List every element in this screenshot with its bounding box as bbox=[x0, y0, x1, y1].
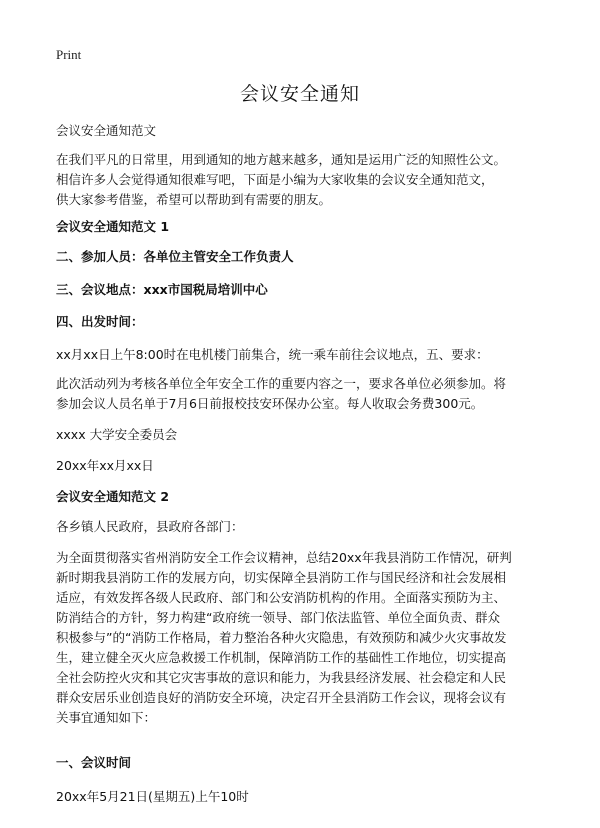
body-line: 新时期我县消防工作的发展方向，切实保障全县消防工作与国民经济和社会发展相 bbox=[56, 570, 507, 585]
body-line: 适应，有效发挥各级人民政府、部门和公安消防机构的作用。全面落实预防为主、 bbox=[56, 590, 507, 605]
body-line: 生，建立健全灭火应急救援工作机制，保障消防工作的基础性工作地位，切实提高 bbox=[56, 650, 507, 665]
requirement-paragraph bbox=[56, 374, 550, 414]
doc-subtitle: 会议安全通知范文 bbox=[56, 123, 157, 138]
date-line: 20xx年xx月xx日 bbox=[56, 458, 154, 473]
departure-detail: xx月xx日上午8:00时在电机楼门前集合，统一乘车前往会议地点，五、要求： bbox=[56, 347, 489, 362]
sample2-heading: 会议安全通知范文 2 bbox=[56, 489, 170, 504]
intro-line: 相信许多人会觉得通知很难写吧，下面是小编为大家收集的会议安全通知范文， bbox=[56, 172, 494, 187]
requirement-line: 此次活动列为考核各单位全年安全工作的重要内容之一，要求各单位必须参加。将 bbox=[56, 376, 507, 391]
salutation: 各乡镇人民政府，县政府各部门： bbox=[56, 519, 244, 534]
body-line: 全社会防控火灾和其它灾害事故的意识和能力，为我县经济发展、社会稳定和人民 bbox=[56, 670, 507, 685]
print-link[interactable]: Print bbox=[56, 47, 82, 62]
intro-line: 供大家参考借鉴，希望可以帮助到有需要的朋友。 bbox=[56, 192, 332, 207]
requirement-line: 参加会议人员名单于7月6日前报校技安环保办公室。每人收取会务费300元。 bbox=[56, 396, 484, 411]
location-heading: 三、会议地点：xxx市国税局培训中心 bbox=[56, 282, 268, 297]
body-paragraph bbox=[56, 548, 550, 728]
intro-paragraph bbox=[56, 150, 550, 210]
sample1-heading: 会议安全通知范文 1 bbox=[56, 219, 170, 234]
body-line: 群众安居乐业创造良好的消防安全环境，决定召开全县消防工作会议，现将会议有 bbox=[56, 690, 507, 705]
departure-heading: 四、出发时间： bbox=[56, 314, 144, 329]
body-line: 为全面贯彻落实省州消防安全工作会议精神，总结20xx年我县消防工作情况，研判 bbox=[56, 550, 512, 565]
participants-heading: 二、参加人员：各单位主管安全工作负责人 bbox=[56, 249, 294, 264]
committee-signature: xxxx 大学安全委员会 bbox=[56, 427, 178, 442]
body-line: 关事宜通知如下： bbox=[56, 710, 157, 725]
body-line: 防消结合的方针，努力构建“政府统一领导、部门依法监管、单位全面负责、群众 bbox=[56, 610, 500, 625]
meeting-time: 20xx年5月21日(星期五)上午10时 bbox=[56, 789, 249, 804]
section1-heading: 一、会议时间 bbox=[56, 755, 132, 770]
intro-line: 在我们平凡的日常里，用到通知的地方越来越多，通知是运用广泛的知照性公文。 bbox=[56, 152, 507, 167]
page-title: 会议安全通知 bbox=[239, 83, 360, 105]
body-line: 积极参与”的“消防工作格局，着力整治各种火灾隐患，有效预防和减少火灾事故发 bbox=[56, 630, 507, 645]
